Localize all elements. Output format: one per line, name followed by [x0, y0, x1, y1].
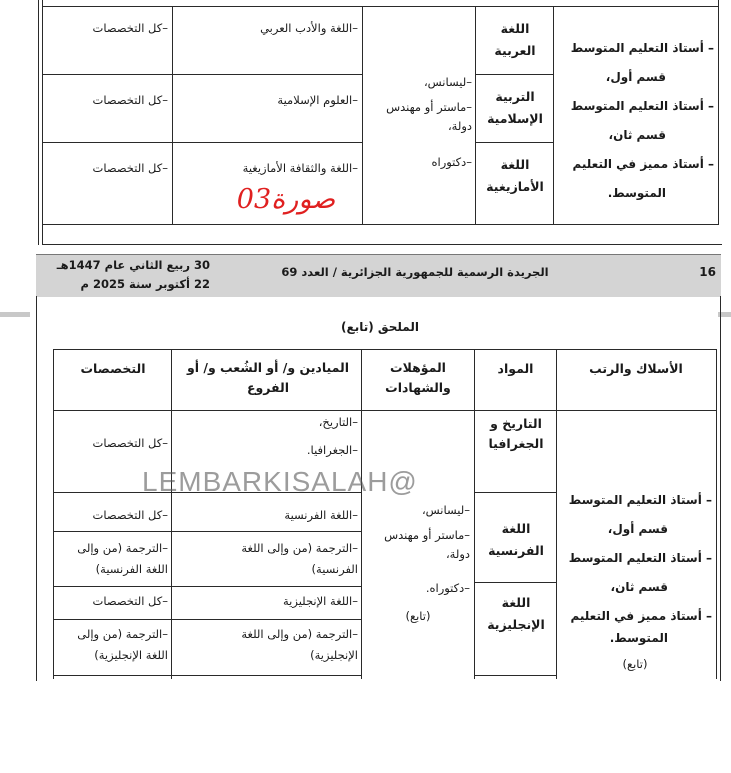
rank-6: المتوسط.	[609, 631, 668, 645]
column-header-specialties: التخصصات	[80, 361, 146, 376]
field-english-translation: –الترجمة (من وإلى اللغة الإنجليزية)	[241, 627, 358, 662]
top-spec-islamic: –كل التخصصات	[92, 93, 168, 107]
subject-french: اللغة الفرنسية	[488, 521, 544, 558]
qualification-continued: (تابع)	[405, 609, 431, 623]
top-rank-2: قسم أول،	[605, 70, 666, 84]
rank-5: – أستاذ مميز في التعليم	[570, 609, 712, 623]
top-rank-6: المتوسط.	[607, 186, 666, 200]
left-margin-bar	[0, 312, 30, 317]
subject-history-geography: التاريخ و الجغرافيا	[488, 416, 544, 451]
top-spec-arabic: –كل التخصصات	[92, 21, 168, 35]
subject-english: اللغة الإنجليزية	[487, 595, 545, 632]
journal-title: الجريدة الرسمية للجمهورية الجزائرية / العدد 69	[281, 265, 549, 279]
top-spec-amazigh: –كل التخصصات	[92, 161, 168, 175]
top-subject-islamic: التربية الإسلامية	[487, 89, 543, 126]
rank-2: قسم أول،	[607, 522, 668, 536]
spec-english-translation: –الترجمة (من وإلى اللغة الإنجليزية)	[77, 627, 168, 662]
top-rank-5: – أستاذ مميز في التعليم	[572, 157, 714, 171]
column-header-subjects: المواد	[497, 361, 534, 376]
column-header-fields: الميادين و/ أو الشُعب و/ أو الفروع	[186, 360, 350, 395]
rank-continued: (تابع)	[622, 657, 648, 671]
top-qualification-2: –ماستر أو مهندس دولة،	[386, 100, 472, 133]
top-field-amazigh: –اللغة والثقافة الأمازيغية	[242, 161, 358, 175]
spec-french: –كل التخصصات	[92, 508, 168, 522]
top-subject-arabic: اللغة العربية	[494, 21, 536, 58]
field-french-translation: –الترجمة (من وإلى اللغة الفرنسية)	[241, 541, 358, 576]
top-field-islamic: –العلوم الإسلامية	[277, 93, 358, 107]
top-field-arabic: –اللغة والأدب العربي	[260, 21, 358, 35]
spec-french-translation: –الترجمة (من وإلى اللغة الفرنسية)	[77, 541, 168, 576]
field-history: –التاريخ،	[318, 415, 358, 429]
top-rank-1: – أستاذ التعليم المتوسط	[570, 41, 714, 55]
top-rank-4: قسم ثان،	[608, 128, 666, 142]
top-subject-amazigh: اللغة الأمازيغية	[486, 157, 544, 194]
gregorian-date: 22 أكتوبر سنة 2025 م	[80, 277, 210, 291]
top-rank-3: – أستاذ التعليم المتوسط	[570, 99, 714, 113]
field-english: –اللغة الإنجليزية	[283, 594, 358, 608]
field-french: –اللغة الفرنسية	[284, 508, 358, 522]
field-geography: –الجغرافيا.	[306, 443, 358, 457]
image-label: صورة03	[236, 184, 336, 215]
spec-history-geography: –كل التخصصات	[92, 436, 168, 450]
qualification-doctorate: –دكتوراه.	[425, 581, 470, 595]
watermark: LEMBARKISALAH@	[142, 466, 418, 497]
rank-3: – أستاذ التعليم المتوسط	[568, 551, 712, 565]
rank-4: قسم ثان،	[610, 580, 668, 594]
top-qualification-3: –دكتوراه	[431, 155, 472, 169]
column-header-ranks: الأسلاك والرتب	[589, 361, 683, 376]
page-number: 16	[699, 265, 716, 279]
qualification-licence: –ليسانس،	[421, 503, 470, 517]
hijri-date: 30 ربيع الثاني عام 1447هـ	[56, 258, 210, 272]
rank-1: – أستاذ التعليم المتوسط	[568, 493, 712, 507]
top-qualification-1: –ليسانس،	[423, 75, 472, 89]
annex-title: الملحق (تابع)	[341, 320, 419, 334]
spec-english: –كل التخصصات	[92, 594, 168, 608]
qualification-master: –ماستر أو مهندس دولة،	[384, 528, 470, 561]
column-header-qualifications: المؤهلات والشهادات	[385, 360, 451, 395]
